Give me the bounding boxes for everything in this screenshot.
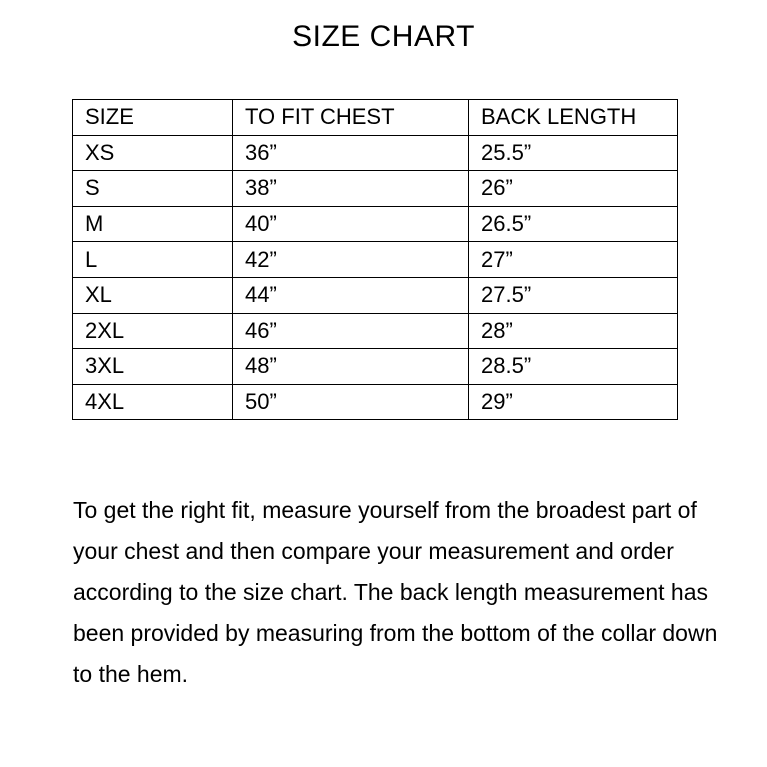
size-cell: 2XL (73, 313, 233, 349)
page-title: SIZE CHART (292, 20, 475, 53)
back-length-cell: 26” (469, 171, 678, 207)
size-chart-table (72, 99, 678, 420)
back-length-cell: 28” (469, 313, 678, 349)
table-header-row (73, 100, 678, 136)
size-cell: XL (73, 277, 233, 313)
back-length-cell: 28.5” (469, 349, 678, 385)
back-length-cell: 27” (469, 242, 678, 278)
table-row (73, 171, 678, 207)
header-chest: TO FIT CHEST (233, 100, 469, 136)
size-cell: M (73, 206, 233, 242)
table-row (73, 242, 678, 278)
chest-cell: 44” (233, 277, 469, 313)
chest-cell: 36” (233, 135, 469, 171)
table-row (73, 206, 678, 242)
table-row (73, 313, 678, 349)
table-row (73, 384, 678, 420)
size-cell: 4XL (73, 384, 233, 420)
header-size: SIZE (73, 100, 233, 136)
header-back-length: BACK LENGTH (469, 100, 678, 136)
table-row (73, 277, 678, 313)
back-length-cell: 27.5” (469, 277, 678, 313)
back-length-cell: 29” (469, 384, 678, 420)
back-length-cell: 25.5” (469, 135, 678, 171)
chest-cell: 42” (233, 242, 469, 278)
back-length-cell: 26.5” (469, 206, 678, 242)
size-cell: L (73, 242, 233, 278)
chest-cell: 48” (233, 349, 469, 385)
size-cell: XS (73, 135, 233, 171)
table-row (73, 135, 678, 171)
chest-cell: 40” (233, 206, 469, 242)
chest-cell: 38” (233, 171, 469, 207)
size-cell: 3XL (73, 349, 233, 385)
table-row (73, 349, 678, 385)
size-cell: S (73, 171, 233, 207)
chest-cell: 46” (233, 313, 469, 349)
chest-cell: 50” (233, 384, 469, 420)
fit-instructions: To get the right fit, measure yourself from the broadest part of your chest and then compare your measurement and order according to the size chart. The back length measurement has been provided by measuring from the bottom of the collar down to the hem. (73, 497, 718, 687)
